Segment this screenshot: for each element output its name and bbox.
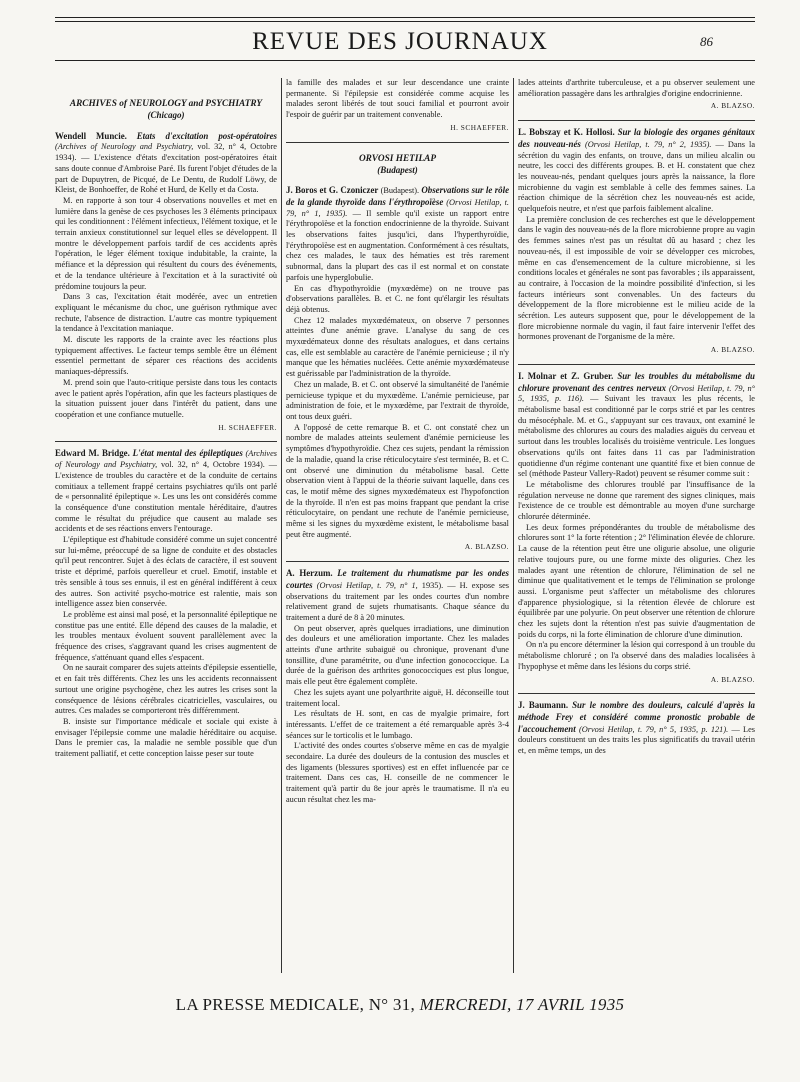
- journal-section-title: REVUE DES JOURNAUX: [252, 28, 548, 55]
- article-citation: (Orvosi Hetilap, t. 79, n° 1, 1935).: [286, 197, 509, 218]
- article-author: Edward M. Bridge.: [55, 448, 130, 459]
- article-paragraph: La première conclusion de ces recherches est que le développement dans le vagin des nouveau-nés de la flore microbienne propre au vagin des femmes saines n'est pas un résultat dû au hasard ; chez les nouveau-nés, il est impossible de voir se développer ces microbes, même en cas d'ensemencement de la culture microbienne, si les conditions locales et générales ne sont pas favorables ; ils apparaissent, au contraire, à l'occasion de la moindre possibilité d'infection, si les facteurs intérieurs sont convenables. Un des facteurs du développement de la flore microbienne est le milieu acide de la sécrétion. Les auteurs supposent que, pour le développement de la flore microbienne normale du vagin, il faut faire intervenir l'effet des hormones provenant de l'organisme de la mère.: [518, 214, 755, 342]
- article-citation: (Archives of Neurology and Psychiatry,: [55, 449, 277, 470]
- article-citation: (Orvosi Hetilap, t. 79, n° 5, 1935, p. 116).: [518, 383, 755, 404]
- article-title: Etats d'excitation post-opératoires: [136, 130, 277, 141]
- article-author: A. Herzum.: [286, 568, 333, 579]
- article-paragraph: — Dans la sécrétion du vagin des enfants, on trouve, dans un milieu alcalin ou neutre, les cocci des différents groupes. B. et H. constatent que chez les nouveau-nés, pendant quelques jours après la naissance, la flore microbienne du vagin est semblable à celle des femmes saines. La réaction chimique de la sécrétion chez les nouveau-nés est acide, quelquefois neutre, et n'est que parfois faiblement alcaline.: [518, 139, 755, 214]
- article-paragraph: — Les douleurs constituent un des traits les plus significatifs du travail utérin et, en même temps, un des: [518, 724, 755, 756]
- article-paragraph: la famille des malades et sur leur descendance une crainte permanente. Si l'épilepsie est considérée comme acquise les malades seront libérés de tout souci familial et pourront avoir l'espoir de guérir par un traitement convenable.: [286, 78, 509, 120]
- article-paragraph: L'épileptique est d'habitude considéré comme un sujet concentré sur lui-même, préoccupé de sa ligne de conduite et des obstacles qu'il peut rencontrer. Sujet à des éclats de caractère, il est souvent triste et déprimé, parfois querelleur et cruel. Emotif, instable et très sensible à tous ses ennuis, il est en général indifférent à ceux des autres. Son activité psycho-motrice est ralentie, mais son intelligence assez bien conservée.: [55, 535, 277, 609]
- article-paragraph: Dans 3 cas, l'excitation était modérée, avec un entretien expliquant le mécanisme du choc, une guérison rythmique avec rechute, l'absence de distraction. L'autre cas montre typiquement la tendance à l'excitation maniaque.: [55, 292, 277, 334]
- article: [518, 700, 755, 757]
- article-author: I. Molnar et Z. Gruber.: [518, 370, 614, 381]
- article-author: J. Baumann.: [518, 700, 569, 711]
- article: [286, 568, 509, 805]
- article-continuation: [518, 78, 755, 112]
- article-paragraph: Le métabolisme des chlorures troublé par l'insuffisance de la régulation nerveuse ne donne que rarement des signes cliniques, mais l'existence de ce trouble est démontrable au moyen d'une surcharge chlorurée déterminée.: [518, 479, 755, 522]
- page-number: 86: [700, 34, 713, 49]
- article-paragraph: B. insiste sur l'importance médicale et sociale qui existe à envisager l'épilepsie comme une maladie héréditaire ou acquise. Dans le premier cas, la maladie ne semble possible que d'un traitement palliatif, et cette conception laisse peser sur toute: [55, 716, 277, 759]
- article-title: Observations sur le rôle de la glande thyroïde dans l'érythropoïèse: [286, 185, 509, 207]
- footer-date: MERCREDI, 17 AVRIL 1935: [419, 995, 625, 1014]
- article-paragraph: A l'opposé de cette remarque B. et C. ont constaté chez un nombre de malades atteints seulement d'anémie pernicieuse les symptômes d'hypothyroïdie. Chez ces sujets, pendant la rémission de la maladie, quand la crise réticulocytaire s'est terminée, B. et C. ont observé une diminution du métabolisme basal. Cette observation vient à l'appui de la théorie suivant laquelle, dans ces cas, le motif même des signes myxœdémateux est l'hypofonction de la thyroïde. Il n'en est pas moins frappant que pendant la crise réticulocytaire, on pendant une rechute de l'anémie pernicieuse, même si les signes du myxœdème existent, le métabolisme basal peut être augmenté.: [286, 422, 509, 539]
- article-signature: H. SCHAEFFER.: [450, 122, 509, 132]
- article-paragraph: Les résultats de H. sont, en cas de myalgie primaire, fort intéressants. L'effet de ce traitement a été remarquable après 3-4 séances sur le torticolis et le lumbago.: [286, 709, 509, 740]
- article-paragraph: M. prend soin que l'auto-critique persiste dans tous les contacts avec le patient après l'opération, afin que les facteurs plastiques de la situation puissent jouer dans l'intérêt du patient, dans une coopération et une confiance mutuelle.: [55, 377, 277, 419]
- column-3: [518, 78, 755, 973]
- article-paragraph: — Il semble qu'il existe un rapport entre l'érythropoïèse et la fonction endocrinienne de la thyroïde. Suivant les observations faites jusqu'ici, dans l'hyperthyroïdie, l'érythropoïèse est en augmentation. Conformément à ces résultats, chez ces malades, le taux des hématies est très rarement subnormal, dans la plupart des cas il est normal et on constate parfois une hyperglobulie.: [286, 208, 509, 282]
- article-paragraph: On ne saurait comparer des sujets atteints d'épilepsie essentielle, et en fait très différents. Chez les uns les accidents reconnaissent surtout une origine psychogène, chez les autres les crises sont la conséquence de lésions cérébrales cicatricielles, vasculaires, ou autres. Ces malades se comporteront très différemment.: [55, 663, 277, 716]
- article-signature: A. BLAZSO.: [464, 542, 509, 552]
- article-paragraph: vol. 32, n° 4, Octobre 1934). — L'existence d'états d'excitation post-opératoires était sans doute connue d'Ambroise Paré. Ils furent l'objet d'études de la part de Dupuytren, de Picqué, de Le Dentu, de Rudolf Löwy, de Kleist, de Bonhoeffer, de Rohé et Hurd, de Kelly et da Costa.: [55, 142, 277, 195]
- article-signature: A. BLAZSO.: [710, 345, 755, 355]
- article-author: J. Boros et G. Czoniczer: [286, 185, 379, 196]
- article-paragraph: Le problème est ainsi mal posé, et la personnalité épileptique ne constitue pas une entité. Elle dépend des causes de la maladie, et les troubles mentaux évoluent souvent parallèlement avec la fréquence des crises, s'aggravant quand les crises augmentent de fréquence, s'atténuant quand elles s'espacent.: [55, 609, 277, 662]
- article-divider: [286, 142, 509, 143]
- article-divider: [518, 120, 755, 121]
- article-paragraph: Chez 12 malades myxœdémateux, on observe 7 personnes atteintes d'une anémie grave. L'analyse du sang de ces myxœdémateux donne des résultats analogues, et dans certains cas, elle est semblable au caractère de l'anémie pernicieuse ; il n'y manque que les hématies nucléées. Cette anémie myxœdémateuse est guérissable par l'administration de la thyroïde.: [286, 315, 509, 379]
- journal-name: ORVOSI HETILAP: [358, 153, 437, 164]
- header-rule-bottom: [55, 60, 755, 61]
- article: [286, 185, 509, 553]
- article-continuation: [286, 78, 509, 134]
- article-divider: [518, 693, 755, 694]
- article-affiliation: (Budapest).: [380, 186, 420, 196]
- footer-publication: LA PRESSE MEDICALE, N° 31,: [175, 995, 416, 1014]
- article-citation: (Orvosi Hetilap, t. 79, n° 2, 1935).: [584, 139, 712, 149]
- article-divider: [55, 441, 277, 442]
- article-paragraph: — Suivant les travaux les plus récents, le métabolisme basal est conditionné par le corps strié et par les centres du mésocéphale. M. et G., s'appuyant sur ces travaux, ont examiné le métabolisme des chlorures au cours des maladies aiguës du cerveau et surtout dans les troubles localisés du troisième ventricule. Les longues observations qu'ils ont faites dans 11 cas par l'administration quotidienne d'un régime contenant une quantité fixe et bien connue de sel (méthode Pasteur Vallery-Radot) peuvent se résumer comme suit :: [518, 394, 755, 479]
- column-1: [55, 78, 277, 973]
- article-signature: H. SCHAEFFER.: [218, 422, 277, 432]
- article: [518, 371, 755, 685]
- article-title: Sur les troubles du métabolisme du chlorure provenant des centres nerveux: [518, 370, 755, 393]
- article-divider: [286, 561, 509, 562]
- article-title: Sur le nombre des douleurs, calculé d'après la méthode Frey et considéré comme pronostic probable de l'accouchement: [518, 700, 755, 734]
- article-author: L. Bobszay et K. Hollosi.: [518, 127, 615, 138]
- article-paragraph: 1935). — H. expose ses observations du traitement par les ondes courtes d'un nombre relativement grand de sujets rhumatisants. Chaque séance du traitement a duré de 8 à 20 minutes.: [286, 580, 509, 622]
- article-signature: A. BLAZSO.: [710, 101, 755, 111]
- journal-city: (Budapest): [377, 164, 418, 175]
- article-paragraph: En cas d'hypothyroïdie (myxœdème) on ne trouve pas d'observations parallèles. B. et C. ne font qu'élargir les résultats déjà obtenus.: [286, 283, 509, 314]
- header-rule-top-2: [55, 21, 755, 22]
- journal-city: (Chicago): [147, 110, 185, 120]
- page-footer: [0, 995, 800, 1015]
- article: [55, 448, 277, 759]
- header-rule-top: [55, 17, 755, 18]
- journal-name: ARCHIVES of NEUROLOGY and PSYCHIATRY: [69, 99, 263, 109]
- article-paragraph: lades atteints d'arthrite tuberculeuse, et a pu observer seulement une amélioration passagère dans les arthralgies d'origine endocrinienne.: [518, 78, 755, 98]
- article-paragraph: vol. 32, n° 4, Octobre 1934). — L'existence de troubles du caractère et de la conduite de certains comitiaux a tellement frappé certains psychiatres qu'ils ont parlé de « personnalité épileptique ». Les uns les ont considérés comme la conséquence d'une constitution mentale héréditaire, d'autres comme le résultat du préjudice que causent au malade ses accidents et de ses réactions envers l'entourage.: [55, 460, 277, 534]
- column-separator-2: [513, 78, 514, 973]
- article-paragraph: Les deux formes prépondérantes du trouble de métabolisme des chlorures sont 1° la forte rétention ; 2° l'élimination élevée de chlorure. La cause de la rétention peut être une oligurie absolue, une oligurie relative toujours pure, ou une forme mixte des oliguries. Chez les malades ayant une rétention de chlorure, l'élimination de sel ne diminue que qualitativement et le temps de l'élimination se prolonge aussi. L'organisme peut s'affecter un métabolisme des chlorures d'apparence physiologique, si la rétention élevée de chlorure est équilibrée par une polyurie. On peut observer une rétention de chlorure chez les sujets dont la rétention n'est pas suivie d'augmentation de poids du corps, ni la forte élimination de chlorure d'une diminution.: [518, 522, 755, 639]
- article-citation: (Orvosi Hetilap, t. 79, n° 5, 1935, p. 121).: [578, 724, 729, 734]
- article-paragraph: M. en rapporte à son tour 4 observations nouvelles et met en lumière dans la genèse de ces psychoses les 3 éléments principaux qui les conditionnent : l'élément infectieux, l'élément toxique, et le terrain anxieux constitutionnel sur lequel elles se développent. Il montre le développement parfois tardif de ces accidents après l'opération, le léger élément toxique indubitable, la crainte, la méfiance et la dépression qui résultent du cours des événements, et de la tendance ultérieure à l'excitation et à la suractivité où prédomine toujours la peur.: [55, 195, 277, 291]
- article-signature: A. BLAZSO.: [710, 674, 755, 684]
- article-paragraph: On n'a pu encore déterminer la lésion qui correspond à un trouble du métabolisme chloruré ; on l'a observé dans des maladies localisées à l'hypophyse et même dans les lésions du corps strié.: [518, 640, 755, 671]
- column-separator-1: [281, 78, 282, 973]
- article-divider: [518, 364, 755, 365]
- article-author: Wendell Muncie.: [55, 130, 127, 141]
- article-paragraph: On peut observer, après quelques irradiations, une diminution des douleurs et une amélioration importante. Chez les malades atteints d'une arthrite subaiguë ou chronique, provenant d'une tonsillite, d'une paramétrite, ou d'une infection gonococcique. La durée de la guérison des arthrites gonococciques est plus longue, mais elle peut être également complète.: [286, 623, 509, 687]
- article-paragraph: Chez un malade, B. et C. ont observé la simultanéité de l'anémie pernicieuse typique et du myxœdème. L'anémie pernicieuse, par administration de foie, et le myxœdème, par l'extrait de thyroïde, ont tous deux guéri.: [286, 379, 509, 421]
- article-citation: (Orvosi Hetilap, t. 79, n° 1,: [316, 580, 418, 590]
- article-citation: (Archives of Neurology and Psychiatry,: [55, 142, 194, 152]
- article-title: Le traitement du rhumatisme par les ondes courtes: [286, 568, 509, 590]
- column-2: [286, 78, 509, 973]
- article: [518, 127, 755, 356]
- article-title: Sur la biologie des organes génitaux des nouveau-nés: [518, 127, 755, 149]
- article-paragraph: L'activité des ondes courtes s'observe même en cas de myalgie secondaire. La durée des douleurs de la contusion des muscles et des ligaments (blessures sportives) est en effet influencée par ce traitement. Dans ces cas, H. conseille de ne commencer le traitement qu'à partir du 8e jour après le traumatisme. Il n'a eu aucun résultat chez les ma-: [286, 741, 509, 804]
- article-paragraph: Chez les sujets ayant une polyarthrite aiguë, H. déconseille tout traitement local.: [286, 687, 509, 708]
- article-paragraph: M. discute les rapports de la crainte avec les réactions plus typiquement affectives. Le facteur temps semble être un élément essentiel permettant de séparer ces réactions des accidents maniaques-dépressifs.: [55, 335, 277, 377]
- article-title: L'état mental des épileptiques: [132, 448, 243, 459]
- article: [55, 131, 277, 434]
